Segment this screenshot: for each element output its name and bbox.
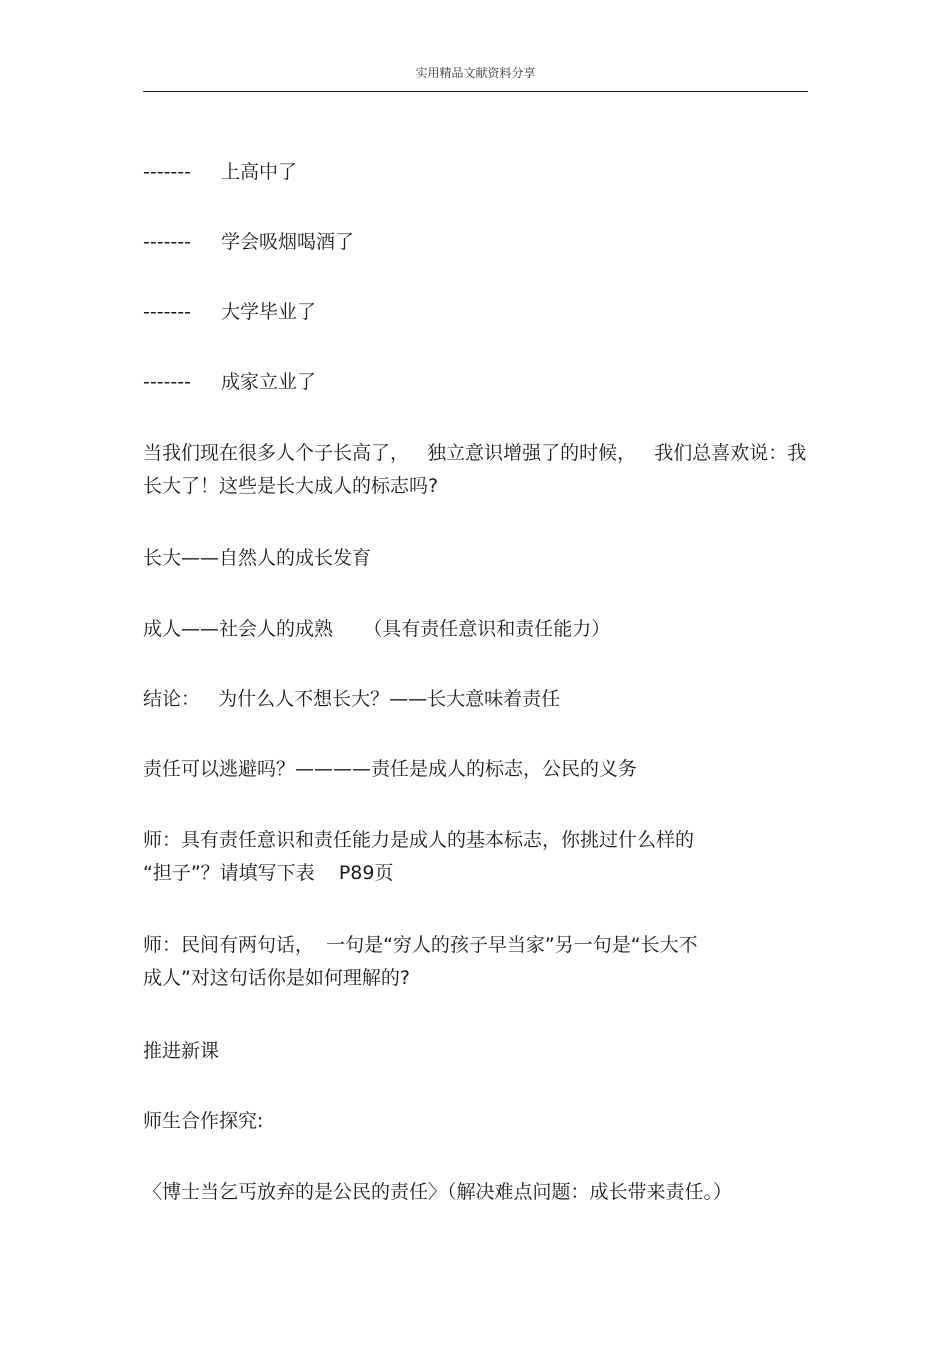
dash-marker: ------- <box>143 301 191 323</box>
paragraph: 〈博士当乞丐放弃的是公民的责任〉（解决难点问题：成长带来责任。） <box>143 1181 733 1203</box>
dash-item <box>143 228 354 256</box>
paragraph: 成人——社会人的成熟 （具有责任意识和责任能力） <box>143 618 611 640</box>
paragraph: 当我们现在很多人个子长高了， 独立意识增强了的时候， 我们总喜欢说：我长大了！这些是长大成人的标志吗? <box>143 442 807 497</box>
paragraph: 师生合作探究: <box>143 1110 264 1132</box>
dash-item-text: 成家立业了 <box>221 371 317 393</box>
paragraph: 责任可以逃避吗？————责任是成人的标志，公民的义务 <box>143 758 638 780</box>
dash-item <box>143 368 316 396</box>
dash-marker: ------- <box>143 231 191 253</box>
header-divider <box>143 91 808 92</box>
paragraph: 推进新课 <box>143 1040 220 1062</box>
paragraph: 结论： 为什么人不想长大？——长大意味着责任 <box>143 688 561 710</box>
dash-marker: ------- <box>143 371 191 393</box>
dash-item-text: 学会吸烟喝酒了 <box>221 231 355 253</box>
dash-item <box>143 298 316 326</box>
paragraph: 师：民间有两句话， 一句是“穷人的孩子早当家”另一句是“长大不 成人”对这句话你是如何理解的? <box>143 934 698 989</box>
dash-item <box>143 158 297 186</box>
dash-item-text: 大学毕业了 <box>221 301 317 323</box>
dash-item-text: 上高中了 <box>221 161 298 183</box>
paragraph: 师：具有责任意识和责任能力是成人的基本标志，你挑过什么样的 “担子”？请填写下表 P89页 <box>143 829 695 884</box>
paragraph: 长大——自然人的成长发育 <box>143 547 372 569</box>
page-header: 实用精品文献资料分享 <box>415 66 536 80</box>
dash-marker: ------- <box>143 161 191 183</box>
